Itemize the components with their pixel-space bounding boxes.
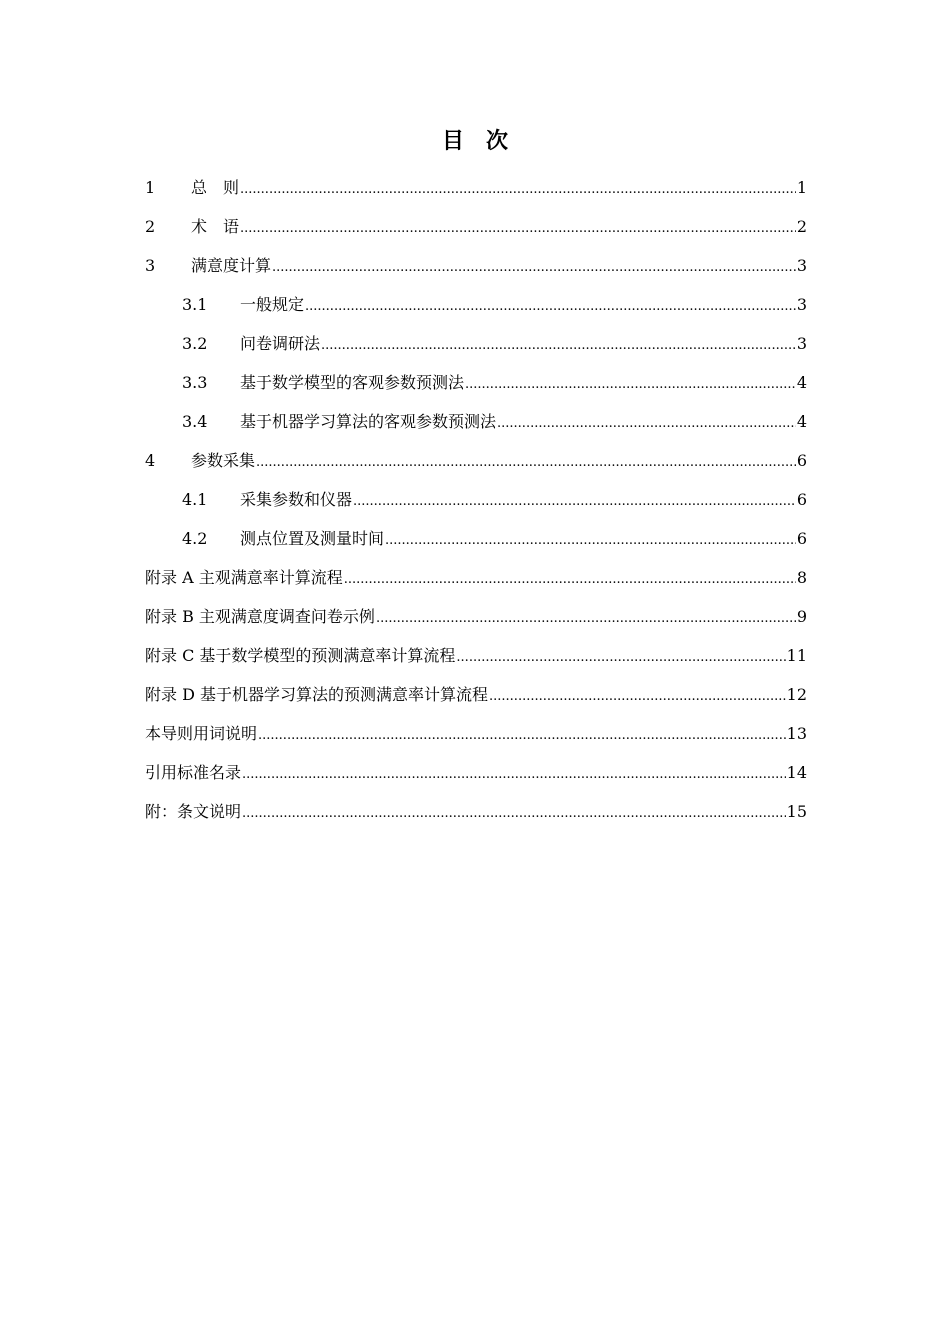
toc-entry-label: 本导则用词说明 — [145, 724, 258, 743]
toc-entry-label: 问卷调研法 — [240, 334, 321, 353]
toc-entry-label: 附录 B 主观满意度调查问卷示例 — [145, 607, 375, 626]
toc-entry-page: 12 — [786, 685, 807, 704]
toc-entry-number: 4 — [145, 451, 156, 470]
toc-entry-number: 3 — [145, 256, 156, 275]
toc-entry-number: 1 — [145, 178, 156, 197]
toc-entry-label: 基于数学模型的客观参数预测法 — [240, 373, 465, 392]
toc-backmatter-entry[interactable] — [145, 714, 807, 753]
toc-entry-page: 3 — [796, 295, 807, 314]
toc-appendix-entry[interactable] — [145, 558, 807, 597]
toc-entry-label: 术 语 — [191, 217, 240, 236]
table-of-contents — [145, 168, 807, 831]
toc-entry[interactable] — [145, 441, 807, 480]
toc-dot-leader — [489, 675, 786, 716]
toc-dot-leader — [258, 714, 786, 755]
toc-entry-page: 15 — [786, 802, 807, 821]
toc-subentry[interactable] — [145, 324, 807, 363]
toc-backmatter-entry[interactable] — [145, 753, 807, 792]
toc-entry-label: 满意度计算 — [191, 256, 272, 275]
toc-entry[interactable] — [145, 207, 807, 246]
toc-dot-leader — [256, 441, 796, 482]
toc-entry-label: 一般规定 — [240, 295, 305, 314]
toc-entry-label: 附录 A 主观满意率计算流程 — [145, 568, 343, 587]
toc-subentry[interactable] — [145, 402, 807, 441]
toc-subentry[interactable] — [145, 363, 807, 402]
toc-entry-page: 14 — [786, 763, 807, 782]
toc-dot-leader — [497, 402, 796, 443]
toc-entry-page: 11 — [786, 646, 807, 665]
toc-dot-leader — [376, 597, 796, 638]
toc-dot-leader — [240, 207, 796, 248]
toc-entry-number: 3.3 — [182, 373, 208, 392]
toc-dot-leader — [465, 363, 796, 404]
toc-entry[interactable] — [145, 246, 807, 285]
toc-entry-label: 基于机器学习算法的客观参数预测法 — [240, 412, 497, 431]
toc-entry-page: 9 — [796, 607, 807, 626]
toc-entry-number: 4.2 — [182, 529, 208, 548]
toc-dot-leader — [240, 168, 796, 209]
toc-entry-page: 4 — [796, 412, 807, 431]
toc-entry-page: 6 — [796, 490, 807, 509]
toc-appendix-entry[interactable] — [145, 636, 807, 675]
toc-entry-label: 附：条文说明 — [145, 802, 242, 821]
toc-entry-page: 3 — [796, 256, 807, 275]
toc-dot-leader — [305, 285, 796, 326]
toc-entry-label: 附录 C 基于数学模型的预测满意率计算流程 — [145, 646, 456, 665]
toc-entry-label: 采集参数和仪器 — [240, 490, 353, 509]
toc-entry-page: 6 — [796, 529, 807, 548]
toc-entry-number: 2 — [145, 217, 156, 236]
toc-entry-label: 附录 D 基于机器学习算法的预测满意率计算流程 — [145, 685, 489, 704]
toc-appendix-entry[interactable] — [145, 675, 807, 714]
toc-entry-page: 6 — [796, 451, 807, 470]
toc-entry-page: 13 — [786, 724, 807, 743]
toc-subentry[interactable] — [145, 480, 807, 519]
toc-dot-leader — [456, 636, 785, 677]
toc-entry[interactable] — [145, 168, 807, 207]
toc-entry-page: 2 — [796, 217, 807, 236]
toc-entry-label: 测点位置及测量时间 — [240, 529, 385, 548]
toc-entry-label: 总 则 — [191, 178, 240, 197]
toc-entry-page: 8 — [796, 568, 807, 587]
toc-entry-label: 参数采集 — [191, 451, 256, 470]
toc-entry-label: 引用标准名录 — [145, 763, 242, 782]
toc-entry-number: 4.1 — [182, 490, 208, 509]
toc-dot-leader — [353, 480, 796, 521]
toc-dot-leader — [344, 558, 796, 599]
toc-dot-leader — [385, 519, 796, 560]
toc-dot-leader — [242, 792, 786, 833]
toc-appendix-entry[interactable] — [145, 597, 807, 636]
toc-subentry[interactable] — [145, 285, 807, 324]
toc-entry-page: 3 — [796, 334, 807, 353]
toc-dot-leader — [321, 324, 796, 365]
page-title: 目 次 — [441, 128, 508, 154]
toc-dot-leader — [242, 753, 786, 794]
toc-dot-leader — [272, 246, 796, 287]
toc-subentry[interactable] — [145, 519, 807, 558]
toc-entry-number: 3.1 — [182, 295, 208, 314]
toc-entry-number: 3.2 — [182, 334, 208, 353]
toc-entry-number: 3.4 — [182, 412, 208, 431]
toc-entry-page: 1 — [796, 178, 807, 197]
toc-backmatter-entry[interactable] — [145, 792, 807, 831]
toc-entry-page: 4 — [796, 373, 807, 392]
